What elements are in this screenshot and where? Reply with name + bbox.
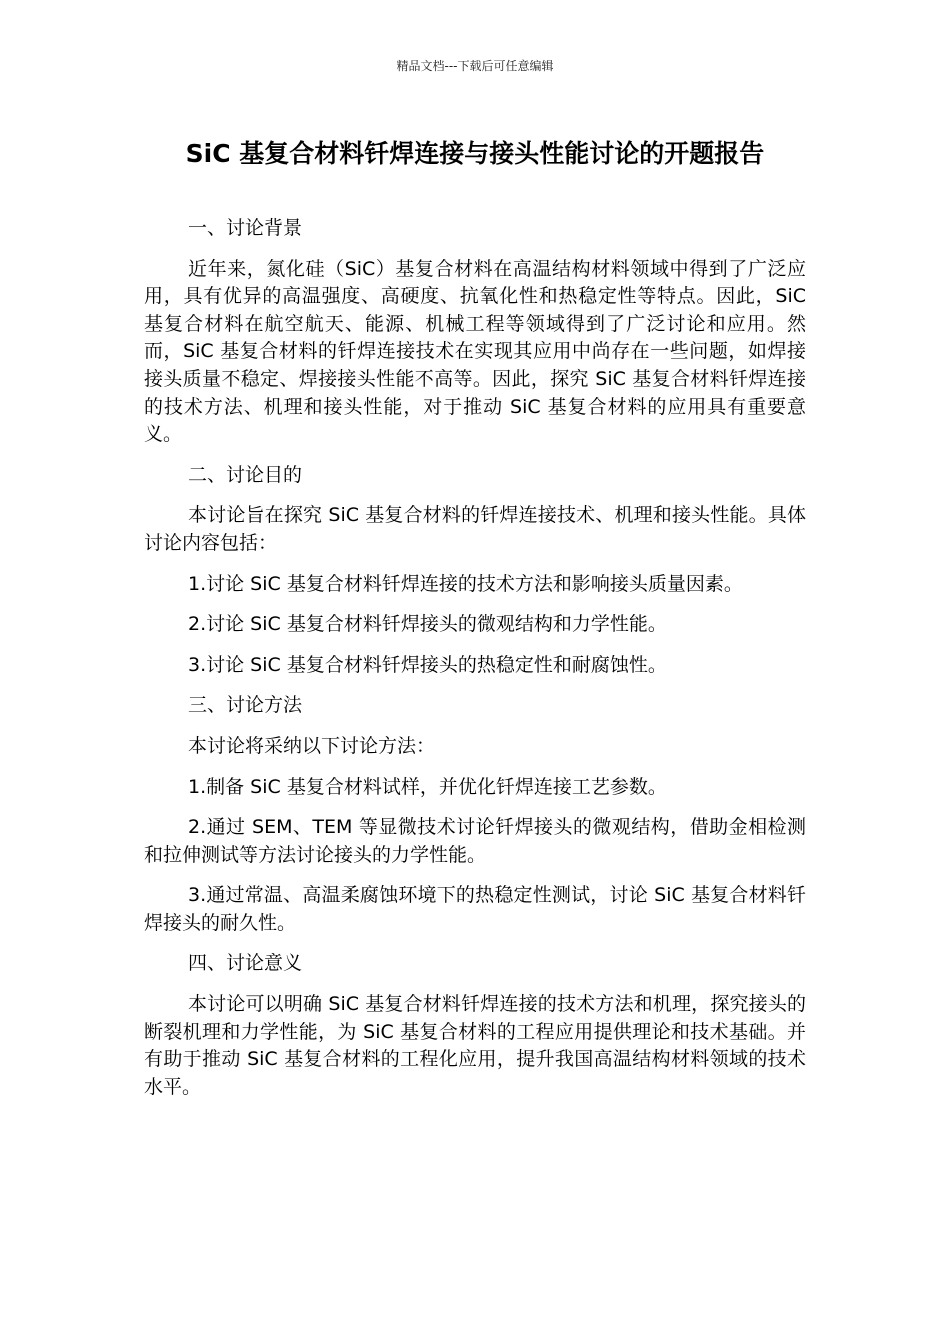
methods-intro-paragraph: 本讨论将采纳以下讨论方法： [188, 734, 436, 757]
significance-paragraph: 本讨论可以明确 SiC 基复合材料钎焊连接的技术方法和机理，探究接头的断裂机理和力学性能，为 SiC 基复合材料的工程应用提供理论和技术基础。并有助于推动 SiC 基复合材料的工程化应用，提升我国高温结构材料领域的技术水平。 [144, 993, 806, 1098]
purpose-item: 3.讨论 SiC 基复合材料钎焊接头的热稳定性和耐腐蚀性。 [188, 653, 667, 676]
purpose-item: 2.讨论 SiC 基复合材料钎焊接头的微观结构和力学性能。 [188, 613, 667, 636]
section-heading-purpose: 二、讨论目的 [188, 463, 303, 486]
purpose-item: 1.讨论 SiC 基复合材料钎焊连接的技术方法和影响接头质量因素。 [188, 572, 743, 595]
header-watermark: 精品文档---下载后可任意编辑 [396, 59, 554, 73]
background-paragraph: 近年来，氮化硅（SiC）基复合材料在高温结构材料领域中得到了广泛应用，具有优异的高温强度、高硬度、抗氧化性和热稳定性等特点。因此，SiC 基复合材料在航空航天、能源、机械工程等领域得到了广泛讨论和应用。然而，SiC 基复合材料的钎焊连接技术在实现其应用中尚存在一些问题，如焊接接头质量不稳定、焊接接头性能不高等。因此，探究 SiC 基复合材料钎焊连接的技术方法、机理和接头性能，对于推动 SiC 基复合材料的应用具有重要意义。 [144, 257, 806, 446]
document-body [144, 215, 806, 1114]
methods-item: 3.通过常温、高温柔腐蚀环境下的热稳定性测试，讨论 SiC 基复合材料钎焊接头的耐久性。 [144, 884, 806, 934]
section-heading-methods: 三、讨论方法 [188, 694, 303, 717]
purpose-intro-paragraph: 本讨论旨在探究 SiC 基复合材料的钎焊连接技术、机理和接头性能。具体讨论内容包括： [144, 504, 806, 554]
section-heading-significance: 四、讨论意义 [188, 952, 303, 975]
methods-item: 1.制备 SiC 基复合材料试样，并优化钎焊连接工艺参数。 [188, 775, 667, 798]
methods-item: 2.通过 SEM、TEM 等显微技术讨论钎焊接头的微观结构，借助金相检测和拉伸测试等方法讨论接头的力学性能。 [144, 816, 806, 866]
document-title: SiC 基复合材料钎焊连接与接头性能讨论的开题报告 [185, 139, 765, 168]
section-heading-background: 一、讨论背景 [188, 217, 303, 239]
